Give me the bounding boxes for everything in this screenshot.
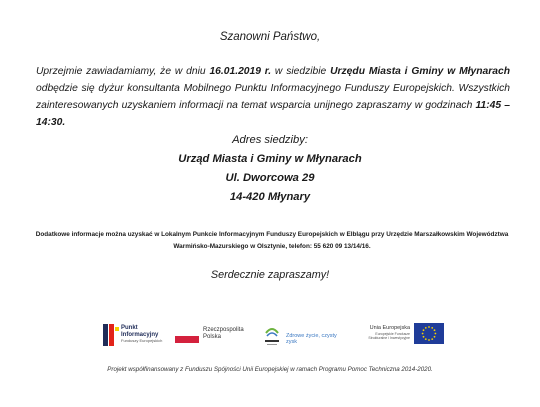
punkt-informacyjny-logo [103,322,183,348]
ue-sub1: Europejskie Fundusze [375,331,410,336]
additional-info: Dodatkowe informacje można uzyskać w Lokalnym Punkcie Informacyjnym Funduszy Europejskich w Elblągu przy Urzędzie Marszałkowskim Województwa Warmińsko-Mazurskiego w Olsztynie, telefon: 55 620 09 13/14/16. [35,231,509,250]
address-street [0,172,540,184]
rp-text [203,327,244,341]
pi-line1: Punkt [121,325,138,331]
address-office-text: Urząd Miasta i Gminy w Młynarach [178,153,362,165]
warmia-mazury-logo [263,322,349,348]
pi-line2: Informacyjny [121,331,159,338]
polish-flag-icon [175,329,199,343]
pi-sub: Funduszy Europejskich [121,338,163,343]
consultation-date: 16.01.2019 r. [209,66,272,77]
body-text-2: w siedzibie [271,66,331,77]
address-city-text: 14-420 Młynary [229,191,311,203]
address-office [0,153,540,165]
warmia-mazury-emblem-icon [263,323,281,347]
rzeczpospolita-logo [175,322,255,348]
rp-line1: Rzeczpospolita [203,327,244,333]
office-name-inline: Urzędu Miasta i Gminy w Młynarach [330,66,511,77]
rp-line2: Polska [203,334,222,340]
address-street-text: Ul. Dworcowa 29 [225,172,315,184]
logo-strip [0,322,540,348]
invitation-paragraph [36,63,510,131]
closing-line: Serdecznie zapraszamy! [210,269,330,281]
ue-line1: Unia Europejska [369,325,410,331]
pi-text [121,325,162,345]
body-text-1: Uprzejmie zawiadamiamy, że w dniu [36,66,210,77]
pi-icon [103,324,119,346]
consultation-hours: 11:45 – 14:30. [36,100,510,128]
body-text-3: odbędzie się dyżur konsultanta Mobilnego Punktu Informacyjnego Funduszy Europejskich. Wszystkich zainteresowanych uzyskaniem informacji na temat wsparcia unijnego zapraszamy w godzinach [36,83,510,111]
unia-europejska-logo [348,322,444,348]
address-city [0,191,540,203]
zdrowe-label: Zdrowe życie, czysty zysk [286,333,337,345]
ue-sub2: Strukturalne i Inwestycyjne [368,335,410,340]
footer-note: Projekt współfinansowany z Funduszu Spójności Unii Europejskiej w ramach Programu Pomoc Techniczna 2014-2020. [107,366,433,373]
eu-flag-icon [414,323,444,344]
greeting: Szanowni Państwo, [219,31,321,43]
address-heading: Adres siedziby: [232,134,308,146]
ue-text [348,326,410,340]
